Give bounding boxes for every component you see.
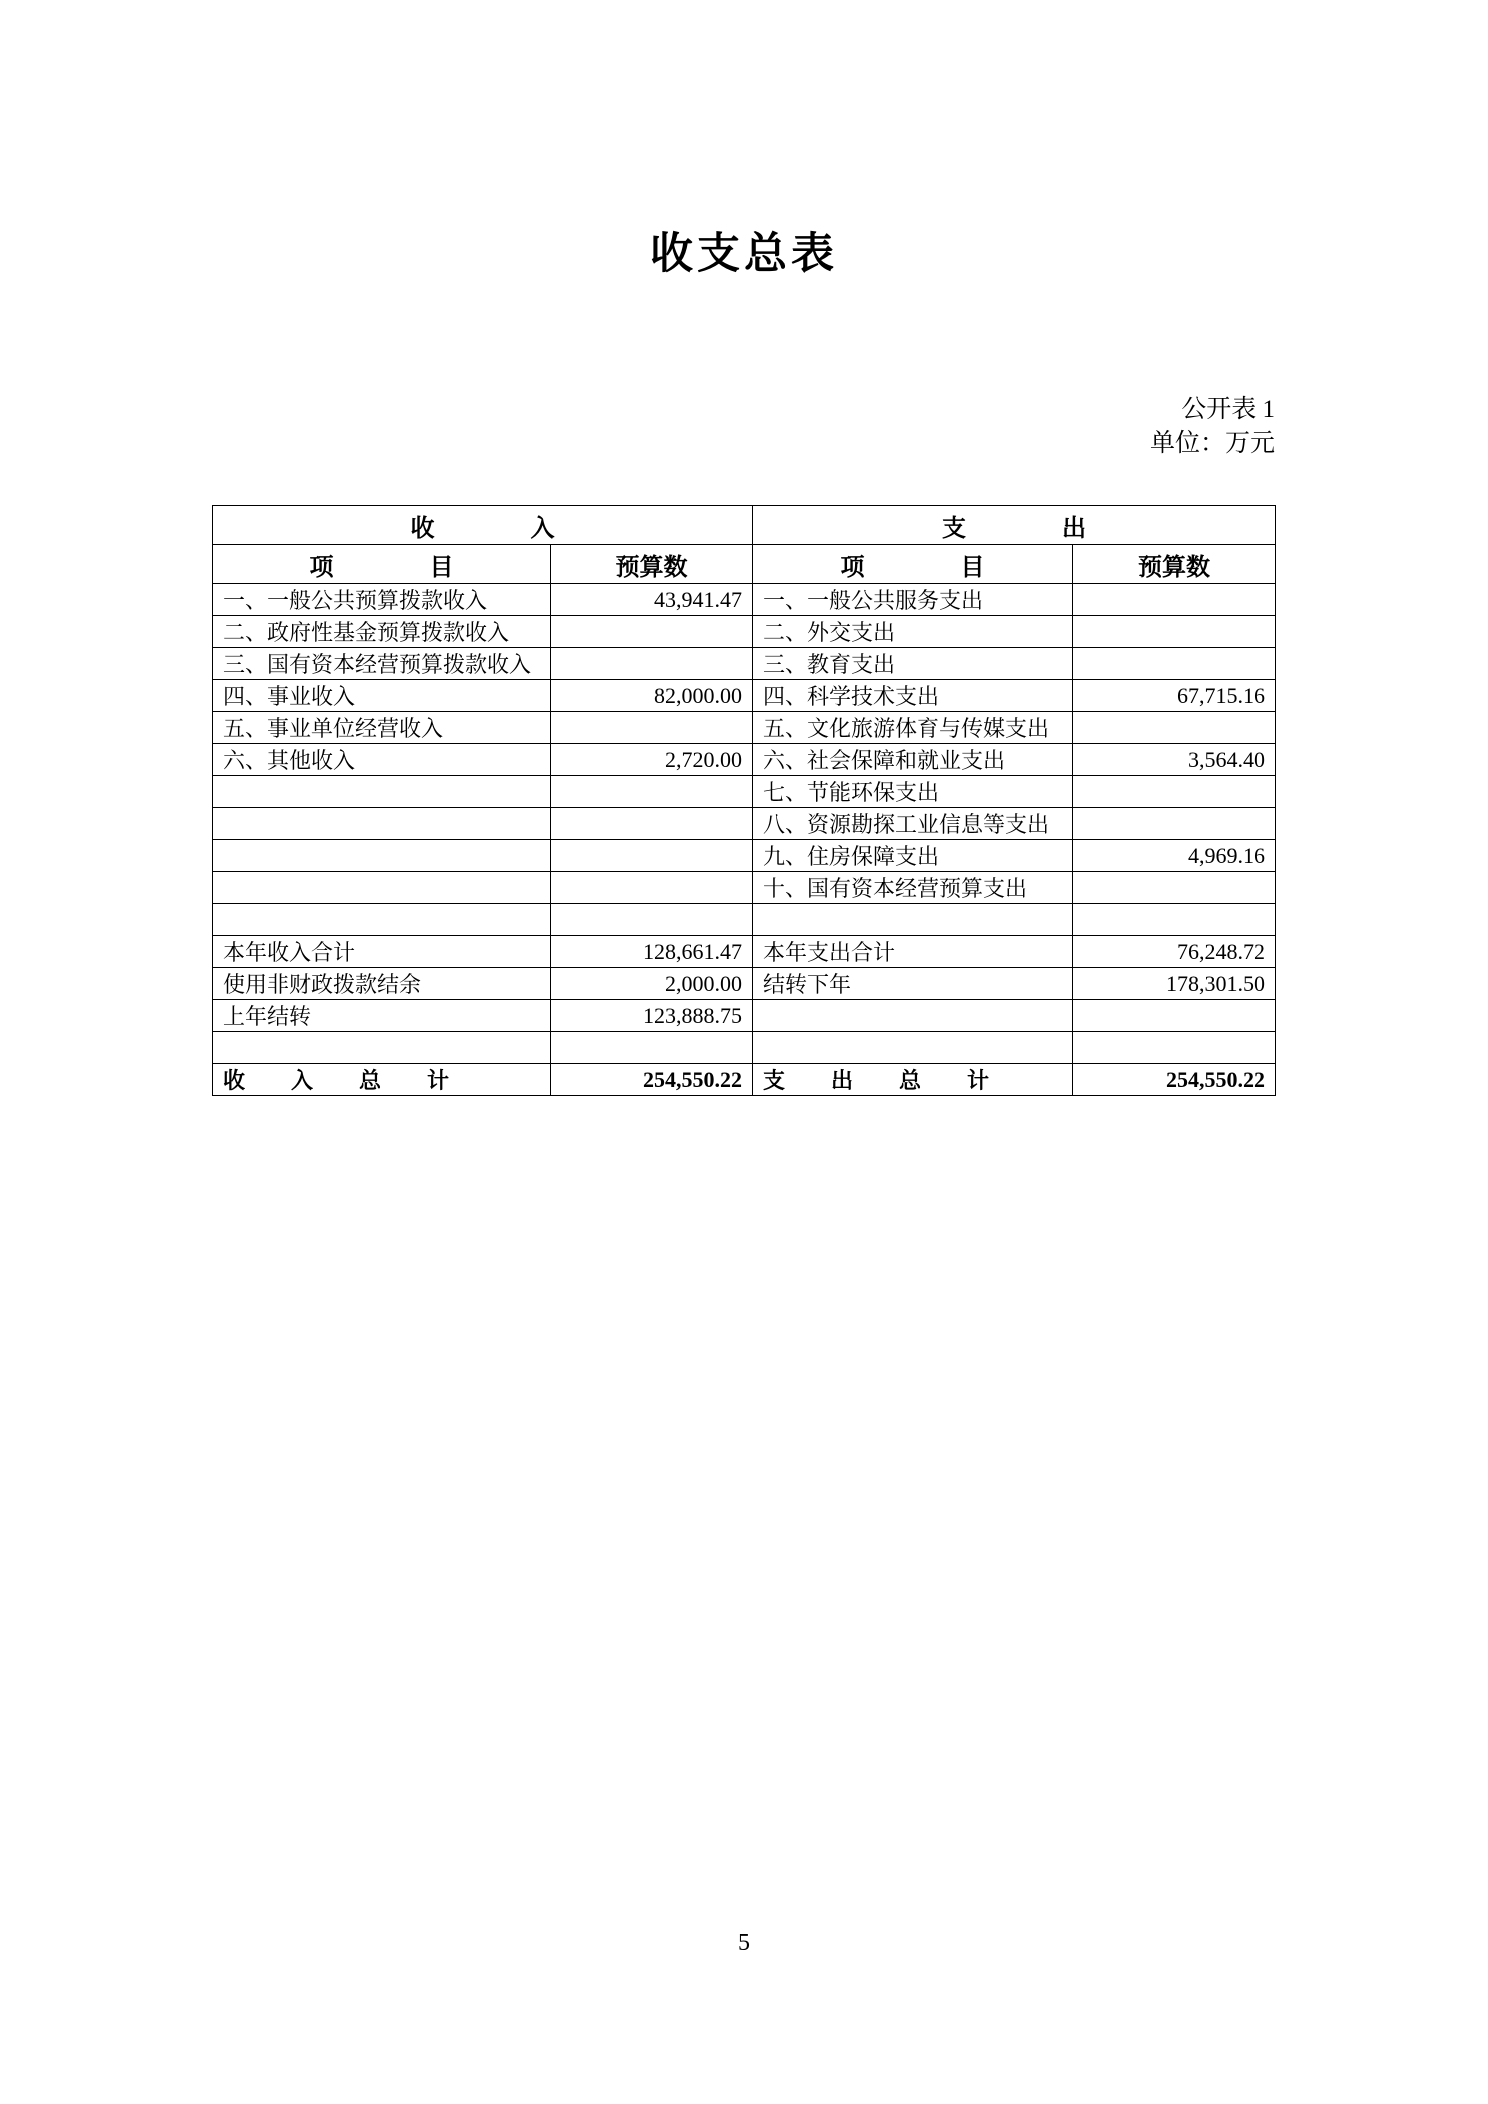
expenditure-item-label: 六、社会保障和就业支出	[753, 744, 1073, 776]
table-row	[213, 872, 1276, 904]
table-row	[213, 616, 1276, 648]
expenditure-budget-value	[1073, 584, 1276, 616]
table-section-header-row	[213, 506, 1276, 545]
income-item-label: 六、其他收入	[213, 744, 551, 776]
expenditure-budget-value	[1073, 808, 1276, 840]
expenditure-budget-value	[1073, 712, 1276, 744]
expenditure-summary-label: 本年支出合计	[753, 936, 1073, 968]
expenditure-item-label: 十、国有资本经营预算支出	[753, 872, 1073, 904]
summary-row-prior-year-carryover	[213, 1000, 1276, 1032]
income-budget-value: 2,720.00	[551, 744, 753, 776]
summary-row-annual-total	[213, 936, 1276, 968]
income-summary-label: 上年结转	[213, 1000, 551, 1032]
column-header-expenditure-item: 项 目	[753, 545, 1073, 584]
expenditure-item-label: 五、文化旅游体育与传媒支出	[753, 712, 1073, 744]
budget-summary-table	[212, 505, 1276, 1096]
table-spacer-row	[213, 904, 1276, 936]
section-header-expenditure: 支 出	[753, 506, 1276, 545]
income-item-label: 三、国有资本经营预算拨款收入	[213, 648, 551, 680]
page-title: 收支总表	[650, 229, 838, 279]
column-header-expenditure-budget: 预算数	[1073, 545, 1276, 584]
income-item-label	[213, 840, 551, 872]
expenditure-item-label: 四、科学技术支出	[753, 680, 1073, 712]
income-grand-total-value: 254,550.22	[551, 1064, 753, 1096]
table-row	[213, 744, 1276, 776]
unit-label: 单位：万元	[1149, 430, 1275, 457]
table-row	[213, 680, 1276, 712]
income-budget-value: 43,941.47	[551, 584, 753, 616]
document-meta	[1150, 393, 1275, 461]
table-row	[213, 648, 1276, 680]
expenditure-budget-value	[1073, 872, 1276, 904]
income-budget-value	[551, 840, 753, 872]
income-budget-value	[551, 712, 753, 744]
expenditure-item-label: 七、节能环保支出	[753, 776, 1073, 808]
income-budget-value	[551, 904, 753, 936]
income-budget-value	[551, 872, 753, 904]
expenditure-grand-total-value: 254,550.22	[1073, 1064, 1276, 1096]
expenditure-grand-total-label: 支 出 总 计	[753, 1064, 1073, 1096]
expenditure-summary-label	[753, 1000, 1073, 1032]
income-budget-value	[551, 648, 753, 680]
table-row	[213, 776, 1276, 808]
grand-total-row	[213, 1064, 1276, 1096]
section-header-income: 收 入	[213, 506, 753, 545]
expenditure-budget-value	[1073, 648, 1276, 680]
expenditure-summary-label: 结转下年	[753, 968, 1073, 1000]
income-budget-value	[551, 776, 753, 808]
expenditure-item-label: 一、一般公共服务支出	[753, 584, 1073, 616]
income-budget-value: 82,000.00	[551, 680, 753, 712]
expenditure-budget-value: 3,564.40	[1073, 744, 1276, 776]
income-item-label	[213, 904, 551, 936]
income-summary-value	[551, 1032, 753, 1064]
expenditure-summary-value: 76,248.72	[1073, 936, 1276, 968]
income-summary-value: 2,000.00	[551, 968, 753, 1000]
expenditure-item-label	[753, 904, 1073, 936]
income-item-label: 一、一般公共预算拨款收入	[213, 584, 551, 616]
income-item-label	[213, 872, 551, 904]
expenditure-item-label: 九、住房保障支出	[753, 840, 1073, 872]
expenditure-budget-value	[1073, 776, 1276, 808]
income-summary-label	[213, 1032, 551, 1064]
expenditure-item-label: 八、资源勘探工业信息等支出	[753, 808, 1073, 840]
income-summary-value: 123,888.75	[551, 1000, 753, 1032]
summary-spacer-row	[213, 1032, 1276, 1064]
expenditure-summary-value	[1073, 1032, 1276, 1064]
expenditure-budget-value: 4,969.16	[1073, 840, 1276, 872]
expenditure-budget-value	[1073, 616, 1276, 648]
income-summary-label: 使用非财政拨款结余	[213, 968, 551, 1000]
table-column-header-row	[213, 545, 1276, 584]
income-grand-total-label: 收 入 总 计	[213, 1064, 551, 1096]
form-label: 公开表 1	[1181, 396, 1275, 423]
summary-row-non-fiscal-balance	[213, 968, 1276, 1000]
table-row	[213, 584, 1276, 616]
income-item-label: 五、事业单位经营收入	[213, 712, 551, 744]
table-row	[213, 712, 1276, 744]
income-item-label: 四、事业收入	[213, 680, 551, 712]
expenditure-summary-value	[1073, 1000, 1276, 1032]
expenditure-budget-value: 67,715.16	[1073, 680, 1276, 712]
expenditure-item-label: 二、外交支出	[753, 616, 1073, 648]
table-row	[213, 808, 1276, 840]
income-summary-value: 128,661.47	[551, 936, 753, 968]
income-item-label	[213, 808, 551, 840]
income-budget-value	[551, 616, 753, 648]
expenditure-summary-label	[753, 1032, 1073, 1064]
page-number: 5	[738, 1930, 750, 1956]
expenditure-budget-value	[1073, 904, 1276, 936]
expenditure-summary-value: 178,301.50	[1073, 968, 1276, 1000]
table-row	[213, 840, 1276, 872]
income-budget-value	[551, 808, 753, 840]
expenditure-item-label: 三、教育支出	[753, 648, 1073, 680]
column-header-income-item: 项 目	[213, 545, 551, 584]
income-summary-label: 本年收入合计	[213, 936, 551, 968]
income-item-label	[213, 776, 551, 808]
column-header-income-budget: 预算数	[551, 545, 753, 584]
income-item-label: 二、政府性基金预算拨款收入	[213, 616, 551, 648]
